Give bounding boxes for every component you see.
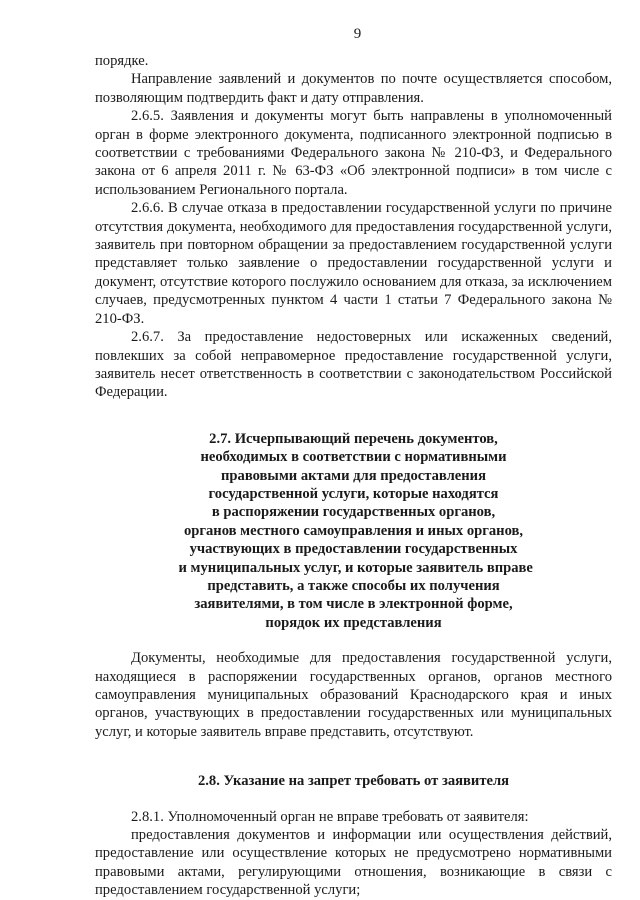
paragraph-2-8-1-item: предоставления документов и информации или осуществления действий, предоставление или осуществление которых не предусмотрено нормативными правовыми актами, регулирующими отношения, возникающие в связи с предоставлением государственной услуги; [95, 827, 612, 899]
heading-line-4: государственной услуги, которые находятся [208, 485, 499, 502]
paragraph-2-8-1: 2.8.1. Уполномоченный орган не вправе требовать от заявителя: [131, 808, 529, 825]
heading-line-6: органов местного самоуправления и иных органов, [183, 522, 524, 539]
heading-line-2: необходимых в соответствии с нормативными [200, 449, 507, 466]
paragraph-2-6-6: 2.6.6. В случае отказа в предоставлении государственной услуги по причине отсутствия документа, необходимого для предоставления государственной услуги, заявитель при повторном обращении за предоставлением государственной услуги представляет только заявление о предоставлении государственной услуги и документ, отсутствие которого послужило основанием для отказа, за исключением случаев, предусмотренных пунктом 4 части 1 статьи 7 Федерального закона № 210-ФЗ. [95, 200, 612, 327]
heading-line-5: в распоряжении государственных органов, [211, 504, 496, 521]
heading-line-9: представить, а также способы их получения [207, 577, 500, 594]
heading-line-10: заявителями, в том числе в электронной форме, [194, 596, 513, 613]
heading-line-1: 2.7. Исчерпывающий перечень документов, [209, 430, 498, 447]
heading-line-3: правовыми актами для предоставления [221, 467, 486, 484]
section-2-7-body: Документы, необходимые для предоставления государственной услуги, находящиеся в распоряжении государственных органов, органов местного самоуправления муниципальных образований Краснодарского края и иных органов, участвующих в предоставлении государственных или муниципальных услуг, и которые заявитель вправе представить, отсутствуют. [95, 650, 612, 740]
paragraph-2-6-7: 2.6.7. За предоставление недостоверных или искаженных сведений, повлекших за собой неправомерное предоставление государственной услуги, заявитель несет ответственность в соответствии с законодательством Российской Федерации. [95, 329, 612, 401]
paragraph-mail-submission: Направление заявлений и документов по почте осуществляется способом, позволяющим подтвердить факт и дату отправления. [95, 71, 612, 106]
page-number: 9 [353, 26, 362, 42]
section-heading [178, 430, 533, 632]
section-2-7-heading [178, 430, 533, 632]
section-2-8-heading: 2.8. Указание на запрет требовать от заявителя [197, 773, 510, 790]
heading-line-8: и муниципальных услуг, и которые заявитель вправе [178, 559, 533, 576]
paragraph-continuation: порядке. [95, 53, 149, 69]
heading-line-7: участвующих в предоставлении государственных [189, 541, 518, 558]
heading-line-11: порядок их представления [265, 614, 442, 631]
paragraph-2-6-5: 2.6.5. Заявления и документы могут быть направлены в уполномоченный орган в форме электронного документа, подписанного электронной подписью в соответствии с требованиями Федерального закона № 210-ФЗ, и Федерального закона от 6 апреля 2011 г. № 63-ФЗ «Об электронной подписи» в том числе с использованием Регионального портала. [95, 108, 612, 198]
